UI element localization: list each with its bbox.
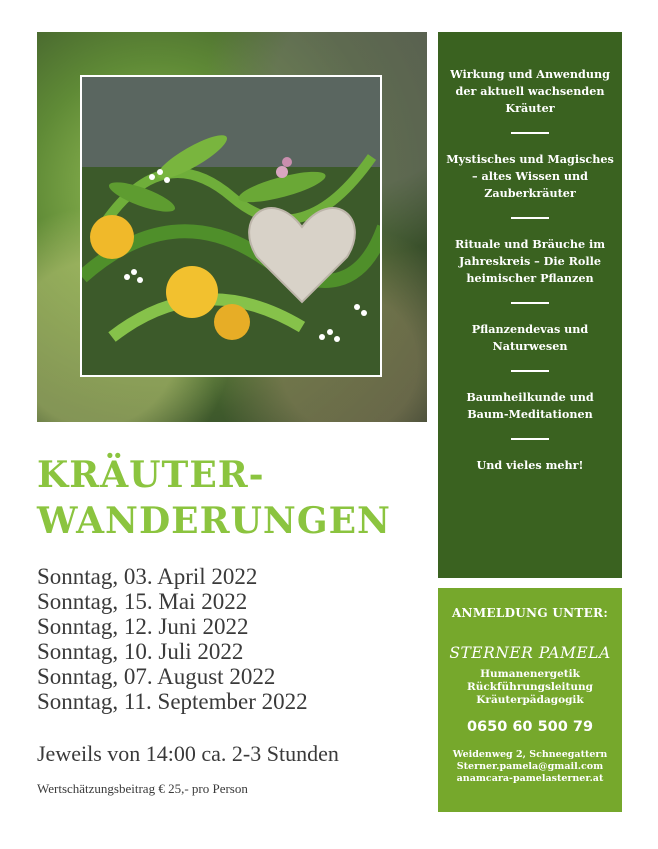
topic-item: Und vieles mehr! xyxy=(476,458,584,472)
role-item: Kräuterpädagogik xyxy=(476,694,584,706)
contact-name: STERNER PAMELA xyxy=(449,644,611,662)
divider xyxy=(511,302,549,304)
contact-roles xyxy=(438,668,622,707)
event-title xyxy=(37,452,427,544)
date-item: Sonntag, 11. September 2022 xyxy=(37,689,308,714)
contact-details xyxy=(438,749,622,785)
signup-panel xyxy=(438,588,622,812)
photo-framed-inner xyxy=(80,75,382,377)
date-item: Sonntag, 15. Mai 2022 xyxy=(37,589,248,614)
time-info: Jeweils von 14:00 ca. 2-3 Stunden xyxy=(37,741,339,766)
topics-panel xyxy=(438,32,622,578)
header-photo xyxy=(37,32,427,422)
divider xyxy=(511,132,549,134)
phone-number: 0650 60 500 79 xyxy=(466,719,594,735)
topic-item: Rituale und Bräuche im Jahreskreis – Die Rolle heimischer Pflanzen xyxy=(454,237,606,285)
email-address: Sterner.pamela@gmail.com xyxy=(456,761,604,772)
fee-info: Wertschätzungsbeitrag € 25,- pro Person xyxy=(37,781,248,796)
role-item: Rückführungsleitung xyxy=(467,681,593,693)
address: Weidenweg 2, Schneegattern xyxy=(452,749,608,760)
title-line-2: WANDERUNGEN xyxy=(37,500,391,542)
title-line-1: KRÄUTER- xyxy=(37,454,265,496)
date-item: Sonntag, 07. August 2022 xyxy=(37,664,276,689)
date-item: Sonntag, 12. Juni 2022 xyxy=(37,614,249,639)
website: anamcara-pamelasterner.at xyxy=(456,773,604,784)
divider xyxy=(511,370,549,372)
date-item: Sonntag, 03. April 2022 xyxy=(37,564,258,589)
topic-item: Mystisches und Magisches – altes Wissen und Zauberkräuter xyxy=(446,152,614,200)
divider xyxy=(511,438,549,440)
divider xyxy=(511,217,549,219)
date-list xyxy=(37,564,427,714)
herb-bouquet-illustration xyxy=(82,77,382,377)
role-item: Humanenergetik xyxy=(480,668,580,680)
topic-item: Pflanzendevas und Naturwesen xyxy=(471,322,589,353)
date-item: Sonntag, 10. Juli 2022 xyxy=(37,639,244,664)
signup-heading: ANMELDUNG UNTER: xyxy=(451,606,609,620)
topic-item: Wirkung und Anwendung der aktuell wachsenden Kräuter xyxy=(450,67,610,115)
topic-item: Baumheilkunde und Baum-Meditationen xyxy=(466,390,594,421)
